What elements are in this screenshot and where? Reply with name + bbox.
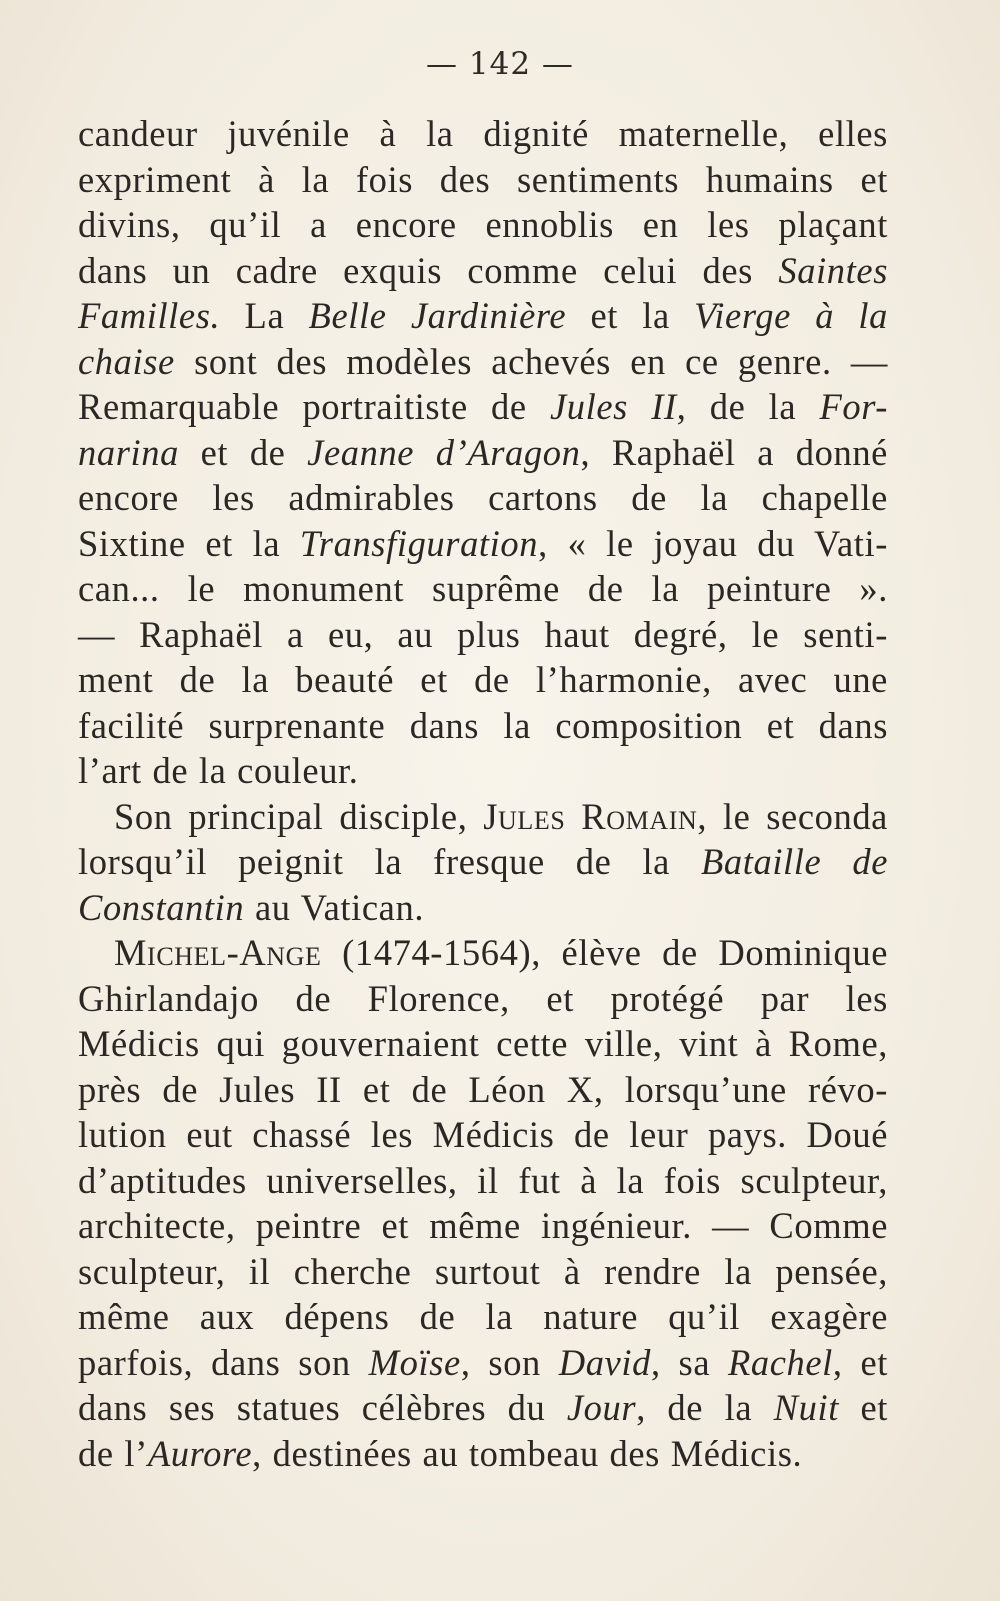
text-run: et	[838, 1387, 888, 1428]
text-line	[78, 1021, 888, 1067]
italic-text: Vierge à la	[694, 295, 888, 336]
text-run: — Raphaël a eu, au plus haut degré, le senti-	[78, 613, 888, 655]
text-line	[78, 930, 888, 976]
text-line	[78, 1249, 888, 1295]
text-run: parfois, dans son	[78, 1341, 369, 1383]
text-run: can... le monument suprême de la peinture ».	[78, 568, 888, 609]
text-line	[78, 293, 888, 339]
text-run: , destinées au tombeau des Médicis.	[252, 1432, 803, 1474]
text-run: Remarquable portraitiste de	[78, 386, 550, 427]
text-run: , « le joyau du Vati-	[538, 522, 888, 564]
text-line	[78, 111, 888, 157]
paragraph	[78, 794, 888, 931]
text-run: encore les admirables cartons de la chapelle	[78, 477, 888, 518]
text-run: près de Jules II et de Léon X, lorsqu’une révo-	[78, 1068, 888, 1110]
text-line	[78, 657, 888, 703]
text-run: lution eut chassé les Médicis de leur pays. Doué	[78, 1114, 888, 1155]
italic-text: Jules II	[549, 386, 677, 427]
text-run: architecte, peintre et même ingénieur. — Comme	[78, 1205, 888, 1246]
text-line	[78, 885, 888, 931]
text-line	[78, 475, 888, 521]
text-run: de l’	[78, 1432, 148, 1474]
text-run: ment de la beauté et de l’harmonie, avec une	[78, 659, 888, 700]
paragraph	[78, 111, 888, 794]
text-run: , de la	[636, 1387, 774, 1428]
italic-text: Familles.	[78, 295, 221, 336]
text-run: sculpteur, il cherche surtout à rendre la pensée,	[78, 1250, 888, 1292]
text-run: Ghirlandajo de Florence, et protégé par les	[78, 977, 888, 1019]
text-run: et la	[566, 295, 695, 336]
text-run: , le seconda	[697, 795, 888, 837]
italic-text: Transfiguration	[299, 522, 539, 564]
text-run: , et	[832, 1341, 889, 1383]
italic-text: Aurore	[147, 1432, 253, 1474]
text-run: , sa	[650, 1341, 728, 1383]
text-run: divins, qu’il a encore ennoblis en les plaçant	[78, 204, 888, 245]
text-run: La	[220, 295, 309, 336]
text-line	[78, 248, 888, 294]
text-line	[78, 748, 888, 794]
text-line	[78, 976, 888, 1022]
small-caps-text: Michel-Ange	[114, 932, 322, 973]
italic-text: Constantin	[78, 886, 245, 928]
text-run: expriment à la fois des sentiments humains et	[78, 158, 888, 200]
page-number: — 142 —	[426, 46, 574, 82]
text-line	[78, 1067, 888, 1113]
text-line	[78, 1340, 888, 1386]
italic-text: Rachel	[727, 1341, 833, 1383]
body-text	[78, 111, 888, 1476]
text-run: même aux dépens de la nature qu’il exagère	[78, 1296, 888, 1337]
text-run: , Raphaël a donné	[580, 431, 888, 473]
text-line	[78, 839, 888, 885]
text-run: facilité surprenante dans la composition et dans	[78, 704, 888, 746]
text-run: dans un cadre exquis comme celui des	[78, 249, 779, 291]
text-run: l’art de la couleur.	[78, 750, 359, 791]
text-run: d’aptitudes universelles, il fut à la fois sculpteur,	[78, 1159, 888, 1201]
text-line	[78, 430, 888, 476]
italic-text: For-	[819, 386, 889, 427]
italic-text: David	[558, 1341, 651, 1383]
text-run: Sixtine et la	[78, 522, 300, 564]
text-line	[78, 1431, 888, 1477]
text-run: Son principal disciple,	[114, 795, 484, 837]
italic-text: Bataille de	[700, 841, 888, 882]
text-line	[78, 157, 888, 203]
text-run: sont des modèles achevés en ce genre. —	[174, 340, 888, 382]
italic-text: Moïse	[368, 1341, 461, 1383]
text-run: (1474-1564), élève de Dominique	[321, 932, 888, 973]
text-line	[78, 521, 888, 567]
italic-text: chaise	[78, 340, 175, 382]
paragraph	[78, 930, 888, 1476]
italic-text: Saintes	[778, 249, 888, 291]
text-run: Médicis qui gouvernaient cette ville, vint à Rome,	[78, 1023, 888, 1064]
italic-text: Nuit	[773, 1387, 839, 1428]
text-line	[78, 202, 888, 248]
text-line	[78, 1203, 888, 1249]
text-line	[78, 1112, 888, 1158]
text-line	[78, 1158, 888, 1204]
text-line	[78, 566, 888, 612]
italic-text: Belle Jardinière	[308, 295, 567, 336]
text-line	[78, 1294, 888, 1340]
text-line	[78, 794, 888, 840]
text-run: , de la	[676, 386, 820, 427]
text-line	[78, 612, 888, 658]
italic-text: Jeanne d’Aragon	[307, 431, 581, 473]
italic-text: narina	[78, 431, 179, 473]
text-run: dans ses statues célèbres du	[78, 1387, 567, 1428]
text-line	[78, 339, 888, 385]
text-run: et de	[178, 431, 308, 473]
text-run: lorsqu’il peignit la fresque de la	[78, 841, 701, 882]
text-run: candeur juvénile à la dignité maternelle, elles	[78, 113, 888, 154]
small-caps-text: Jules Romain	[483, 795, 698, 837]
italic-text: Jour	[566, 1387, 637, 1428]
text-run: , son	[460, 1341, 559, 1383]
text-line	[78, 1385, 888, 1431]
text-line	[78, 384, 888, 430]
text-run: au Vatican.	[244, 886, 425, 928]
text-line	[78, 703, 888, 749]
